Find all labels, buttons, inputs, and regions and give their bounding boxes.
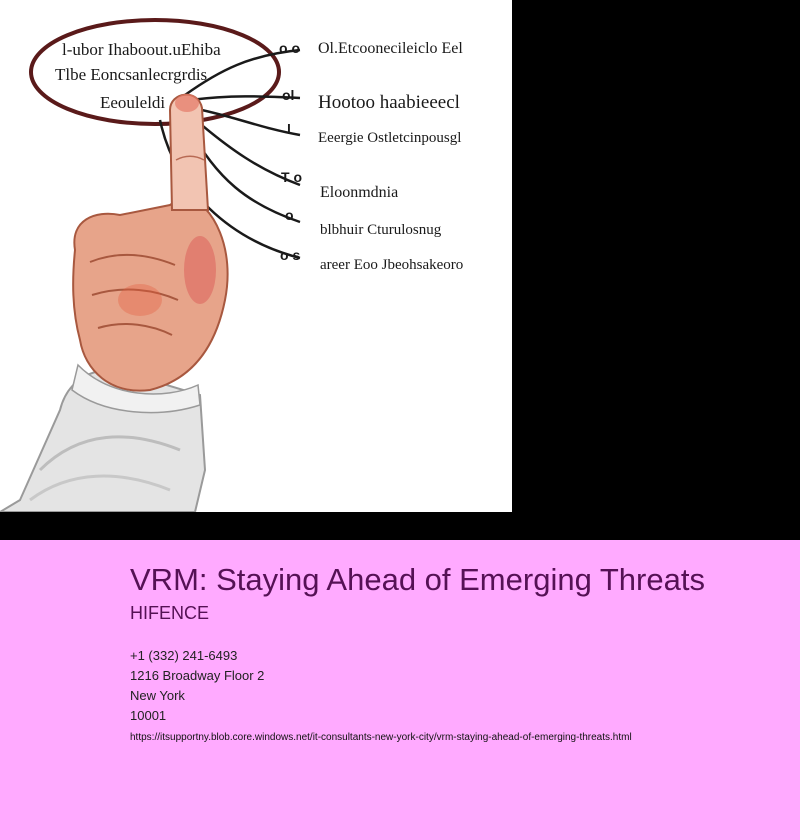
- list-item-2: Hootoo haabieeecl: [318, 92, 460, 113]
- city: New York: [130, 688, 185, 703]
- hero-image: [0, 0, 512, 512]
- circle-text-line-3: Eeouleldi: [100, 93, 166, 112]
- list-marker-5: o: [285, 207, 294, 223]
- zip-code: 10001: [130, 708, 167, 723]
- list-marker-2: ol: [282, 87, 295, 103]
- page-title: VRM: Staying Ahead of Emerging Threats: [130, 562, 705, 597]
- page-url-link[interactable]: https://itsupportny.blob.core.windows.net/it-consultants-new-york-city/vrm-staying-ahead-of-emerging-threats.html: [130, 732, 632, 743]
- list-item-1: Ol.Etcoonecileiclo Eel: [318, 40, 463, 57]
- contact-block: [130, 646, 780, 746]
- list-item-6: areer Eoo Jbeohsakeoro: [320, 257, 464, 273]
- list-item-5: blbhuir Cturulosnug: [320, 222, 442, 238]
- phone-number: +1 (332) 241-6493: [130, 648, 238, 663]
- list-marker-3: l: [287, 121, 291, 137]
- list-marker-1: o o: [279, 40, 300, 56]
- info-content: [130, 560, 780, 746]
- company-name: HIFENCE: [130, 603, 210, 623]
- list-marker-4: T o: [281, 169, 302, 185]
- circle-text-line-2: Tlbe Eoncsanlecrgrdis: [55, 65, 208, 84]
- circle-text-line-1: l-ubor Ihaboout.uEhiba: [62, 40, 221, 59]
- index-finger: [170, 95, 208, 210]
- info-panel: [0, 540, 800, 840]
- list-item-4: Eloonmdnia: [320, 184, 399, 201]
- hand-pointing-illustration: [0, 0, 512, 512]
- street-address: 1216 Broadway Floor 2: [130, 668, 265, 683]
- list-item-3: Eeergie Ostletcinpousgl: [318, 130, 462, 146]
- list-marker-6: o s: [280, 247, 301, 263]
